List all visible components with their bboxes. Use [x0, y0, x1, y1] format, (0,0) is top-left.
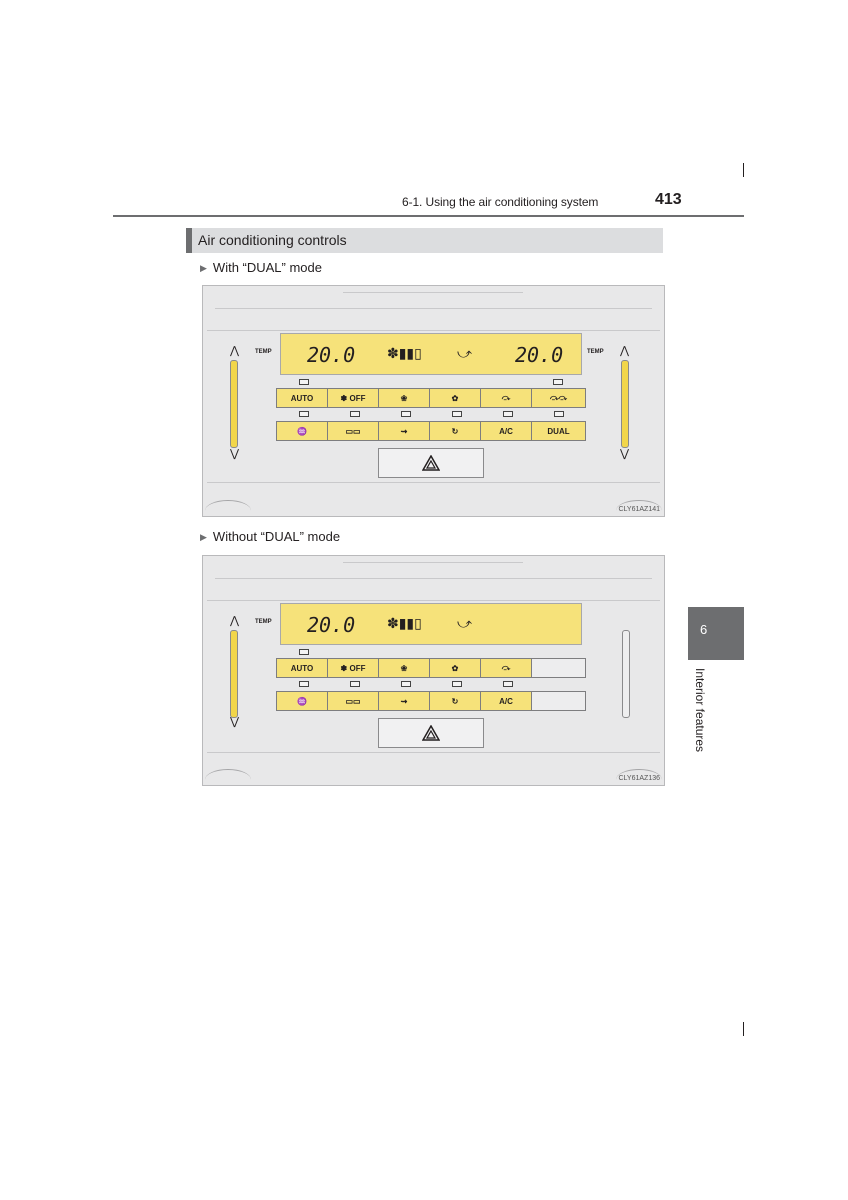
recirculate-button[interactable]: [430, 692, 481, 710]
fan-speed-icon: ✽▮▮▯: [387, 615, 422, 631]
header-rule: [113, 215, 744, 217]
inactive-slider: [622, 630, 630, 718]
section-heading: [186, 228, 663, 253]
fan-low-button[interactable]: [379, 659, 430, 677]
temp-label-right: TEMP: [587, 349, 604, 355]
fan-icon: ✽: [340, 663, 350, 673]
section-heading-text: Air conditioning controls: [198, 232, 347, 248]
panel-edge: [207, 600, 660, 601]
face-mode-button[interactable]: [481, 659, 532, 677]
hazard-icon: [422, 455, 440, 471]
caption-text: With “DUAL” mode: [212, 260, 322, 275]
panel-edge-lower: [207, 482, 660, 483]
left-temp-slider[interactable]: [230, 360, 238, 448]
fan-icon: ✽: [340, 393, 350, 403]
temp-down-left-icon[interactable]: ⋁: [230, 448, 240, 460]
indicator-led: [503, 681, 513, 687]
rear-defogger-icon: ▭▭: [345, 426, 361, 436]
indicator-led: [452, 681, 462, 687]
right-temp-slider[interactable]: [621, 360, 629, 448]
temp-slider[interactable]: [230, 630, 238, 718]
hazard-icon: [422, 725, 440, 741]
ac-button[interactable]: A/C: [481, 422, 532, 440]
indicator-led: [350, 681, 360, 687]
section-heading-bar: [186, 228, 192, 253]
temp-up-left-icon[interactable]: ⋀: [230, 345, 240, 357]
fan-high-icon: ✿: [451, 663, 459, 673]
indicator-led: [554, 411, 564, 417]
fan-off-label: OFF: [349, 663, 366, 673]
fan-icon: ❀: [400, 393, 408, 403]
face-feet-icon: ⤼⤼: [549, 393, 568, 402]
fan-off-button[interactable]: [328, 389, 379, 407]
panel-edge-lower: [207, 752, 660, 753]
button-row-bottom: [276, 691, 586, 711]
rear-defogger-button[interactable]: [328, 692, 379, 710]
airflow-mode-icon: ⤻: [457, 615, 472, 631]
caption-text: Without “DUAL” mode: [212, 529, 341, 544]
caption-without-dual: [200, 529, 340, 544]
panel-groove: [215, 578, 652, 579]
face-mode-button[interactable]: [481, 389, 532, 407]
panel-knob: [205, 769, 251, 786]
rear-defogger-button[interactable]: [328, 422, 379, 440]
fan-icon: ❀: [400, 663, 408, 673]
temp-readout: 20.0: [307, 613, 356, 637]
figure-without-dual: [202, 555, 665, 786]
auto-button[interactable]: AUTO: [277, 389, 328, 407]
indicator-led: [503, 411, 513, 417]
chapter-label: Interior features: [693, 668, 707, 753]
button-row-top: [276, 388, 586, 408]
fan-off-button[interactable]: [328, 659, 379, 677]
crop-mark-bottom: [743, 1022, 744, 1036]
recirculate-icon: ↻: [451, 426, 459, 436]
indicator-led: [350, 411, 360, 417]
fresh-air-icon: ⇝: [400, 696, 408, 706]
temp-down-icon[interactable]: ⋁: [230, 716, 240, 728]
fresh-air-icon: ⇝: [400, 426, 408, 436]
indicator-led: [452, 411, 462, 417]
fresh-air-button[interactable]: [379, 692, 430, 710]
fan-low-button[interactable]: [379, 389, 430, 407]
panel-vent: [343, 562, 523, 563]
left-temp-readout: 20.0: [307, 343, 356, 367]
triangle-bullet-icon: ▶: [200, 532, 207, 542]
panel-groove: [215, 308, 652, 309]
chapter-tab: [688, 607, 744, 660]
panel-vent: [343, 292, 523, 293]
right-temp-readout: 20.0: [515, 343, 564, 367]
fan-speed-icon: ✽▮▮▯: [387, 345, 422, 361]
fan-high-button[interactable]: [430, 659, 481, 677]
fresh-air-button[interactable]: [379, 422, 430, 440]
indicator-led: [299, 681, 309, 687]
triangle-bullet-icon: ▶: [200, 263, 207, 273]
fan-high-button[interactable]: [430, 389, 481, 407]
defrost-icon: ♒: [297, 696, 307, 706]
fan-off-label: OFF: [349, 393, 366, 403]
caption-with-dual: [200, 260, 322, 275]
defrost-icon: ♒: [297, 426, 307, 436]
running-header: 6-1. Using the air conditioning system: [402, 195, 599, 209]
indicator-led: [299, 411, 309, 417]
indicator-led: [553, 379, 563, 385]
foot-mode-button[interactable]: [532, 389, 585, 407]
face-feet-icon: ⤼: [501, 663, 511, 672]
defrost-button[interactable]: [277, 692, 328, 710]
temp-down-right-icon[interactable]: ⋁: [620, 448, 630, 460]
figure-code: CLY61AZ141: [618, 506, 660, 513]
figure-with-dual: [202, 285, 665, 517]
indicator-led: [299, 379, 309, 385]
page-number: 413: [655, 191, 682, 208]
panel-knob: [205, 500, 251, 517]
hazard-button[interactable]: [378, 448, 484, 478]
temp-up-icon[interactable]: ⋀: [230, 615, 240, 627]
panel-edge: [207, 330, 660, 331]
indicator-led: [401, 681, 411, 687]
blank-button: [532, 659, 585, 677]
face-feet-icon: ⤼: [501, 393, 511, 402]
blank-button: [532, 692, 585, 710]
auto-button[interactable]: AUTO: [277, 659, 328, 677]
ac-button[interactable]: A/C: [481, 692, 532, 710]
temp-up-right-icon[interactable]: ⋀: [620, 345, 630, 357]
temp-label-left: TEMP: [255, 349, 272, 355]
dual-button[interactable]: DUAL: [547, 426, 570, 436]
button-row-bottom: [276, 421, 586, 441]
defrost-button[interactable]: [277, 422, 328, 440]
climate-display: [280, 603, 582, 645]
climate-display: [280, 333, 582, 375]
airflow-mode-icon: ⤻: [457, 345, 472, 361]
indicator-led: [299, 649, 309, 655]
fan-high-icon: ✿: [451, 393, 459, 403]
figure-code: CLY61AZ136: [618, 775, 660, 782]
rear-defogger-icon: ▭▭: [345, 696, 361, 706]
temp-label-left: TEMP: [255, 619, 272, 625]
recirculate-icon: ↻: [451, 696, 459, 706]
indicator-led: [401, 411, 411, 417]
recirculate-button[interactable]: [430, 422, 481, 440]
chapter-number: 6: [700, 622, 708, 637]
hazard-button[interactable]: [378, 718, 484, 748]
button-row-top: [276, 658, 586, 678]
crop-mark-top: [743, 163, 744, 177]
